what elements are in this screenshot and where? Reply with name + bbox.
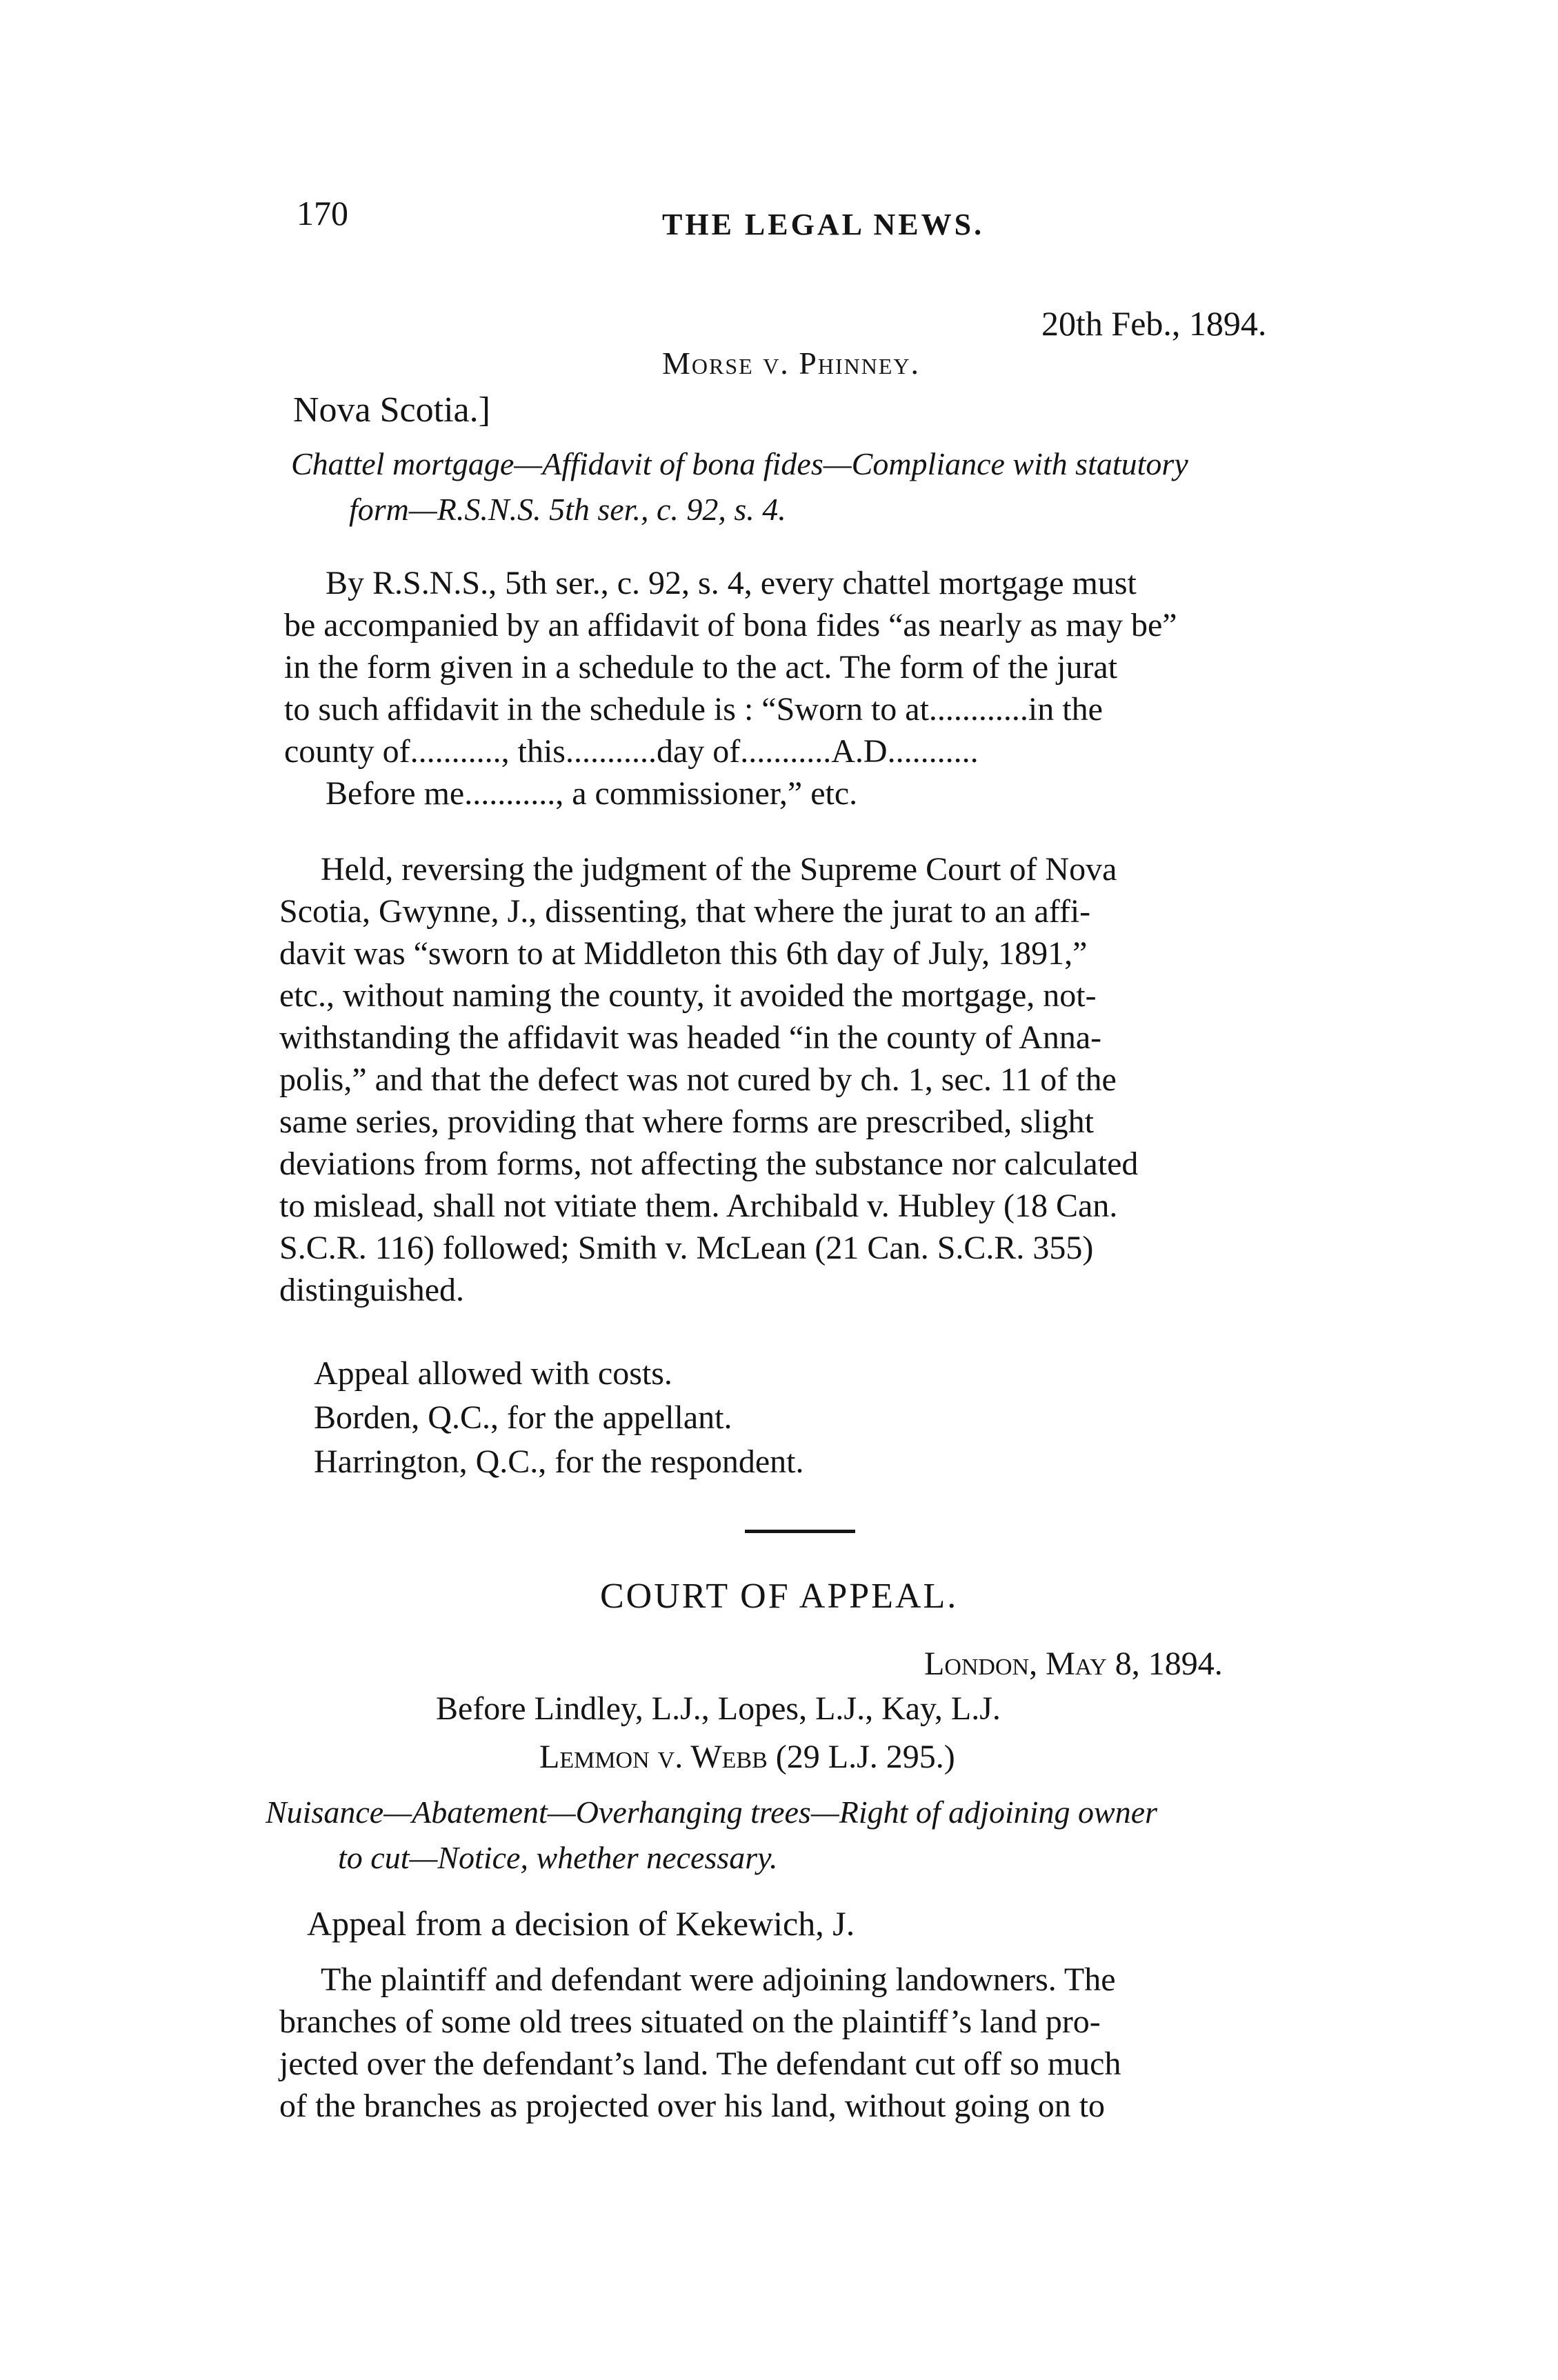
case1-court: Nova Scotia.] xyxy=(293,390,490,430)
section-divider xyxy=(745,1530,855,1533)
text-line: county of..........., this...........day of...........A.D........... xyxy=(284,733,979,770)
text-line: The plaintiff and defendant were adjoining landowners. The xyxy=(321,1961,1116,1998)
text-line: in the form given in a schedule to the act. The form of the jurat xyxy=(284,649,1118,686)
case1-disposition xyxy=(314,1352,1279,1484)
case2-headnote-line: Nuisance—Abatement—Overhanging trees—Right of adjoining owner xyxy=(266,1794,1158,1830)
text-line: jected over the defendant’s land. The defendant cut off so much xyxy=(279,2046,1121,2082)
text-line: of the branches as projected over his land, without going on to xyxy=(279,2088,1106,2124)
case2-date: London, May 8, 1894. xyxy=(924,1646,1223,1682)
text-line: to such affidavit in the schedule is : “Sworn to at............in the xyxy=(284,691,1103,728)
text-line: withstanding the affidavit was headed “in the county of Anna- xyxy=(279,1019,1102,1056)
text-line: polis,” and that the defect was not cured by ch. 1, sec. 11 of the xyxy=(279,1061,1117,1098)
text-line: deviations from forms, not affecting the substance nor calculated xyxy=(279,1146,1139,1182)
case2-title: Lemmon v. Webb (29 L.J. 295.) xyxy=(539,1739,955,1775)
case1-headnote-line: Chattel mortgage—Affidavit of bona fides—Compliance with statutory xyxy=(291,446,1188,481)
case1-paragraph-held xyxy=(279,848,1341,1311)
case2-paragraph-facts xyxy=(279,1959,1338,2127)
text-line: to mislead, shall not vitiate them. Archibald v. Hubley (18 Can. xyxy=(279,1188,1118,1224)
text-line: distinguished. xyxy=(279,1272,465,1308)
case1-paragraph-statute xyxy=(284,562,1346,814)
case1-headnote-line: form—R.S.N.S. 5th ser., c. 92, s. 4. xyxy=(349,492,786,527)
text-line: be accompanied by an affidavit of bona fides “as nearly as may be” xyxy=(284,607,1177,643)
case2-headnote xyxy=(266,1790,1328,1881)
text-line: S.C.R. 116) followed; Smith v. McLean (21 Can. S.C.R. 355) xyxy=(279,1230,1094,1266)
text-line: By R.S.N.S., 5th ser., c. 92, s. 4, every chattel mortgage must xyxy=(326,565,1137,601)
case2-headnote-line: to cut—Notice, whether necessary. xyxy=(338,1840,778,1875)
case2-bench: Before Lindley, L.J., Lopes, L.J., Kay, L.J. xyxy=(436,1690,1001,1727)
case1-respondent-counsel: Harrington, Q.C., for the respondent. xyxy=(314,1443,804,1480)
text-line: branches of some old trees situated on the plaintiff’s land pro- xyxy=(279,2003,1101,2040)
journal-title: THE LEGAL NEWS. xyxy=(662,208,985,241)
case1-appellant-counsel: Borden, Q.C., for the appellant. xyxy=(314,1399,732,1436)
case2-appeal-from: Appeal from a decision of Kekewich, J. xyxy=(307,1904,855,1943)
case1-title: Morse v. Phinney. xyxy=(662,346,921,381)
text-line: Held, reversing the judgment of the Supreme Court of Nova xyxy=(321,851,1117,888)
case1-headnote xyxy=(291,441,1353,532)
text-line: davit was “sworn to at Middleton this 6th day of July, 1891,” xyxy=(279,935,1088,972)
text-line: same series, providing that where forms are prescribed, slight xyxy=(279,1103,1094,1140)
case2-court: COURT OF APPEAL. xyxy=(600,1577,959,1616)
text-line: etc., without naming the county, it avoided the mortgage, not- xyxy=(279,977,1097,1014)
text-line: Scotia, Gwynne, J., dissenting, that where the jurat to an affi- xyxy=(279,893,1091,930)
page-number: 170 xyxy=(297,194,348,232)
case1-result: Appeal allowed with costs. xyxy=(314,1355,672,1392)
text-line: Before me..........., a commissioner,” etc. xyxy=(326,775,858,812)
case1-date: 20th Feb., 1894. xyxy=(1041,304,1267,343)
